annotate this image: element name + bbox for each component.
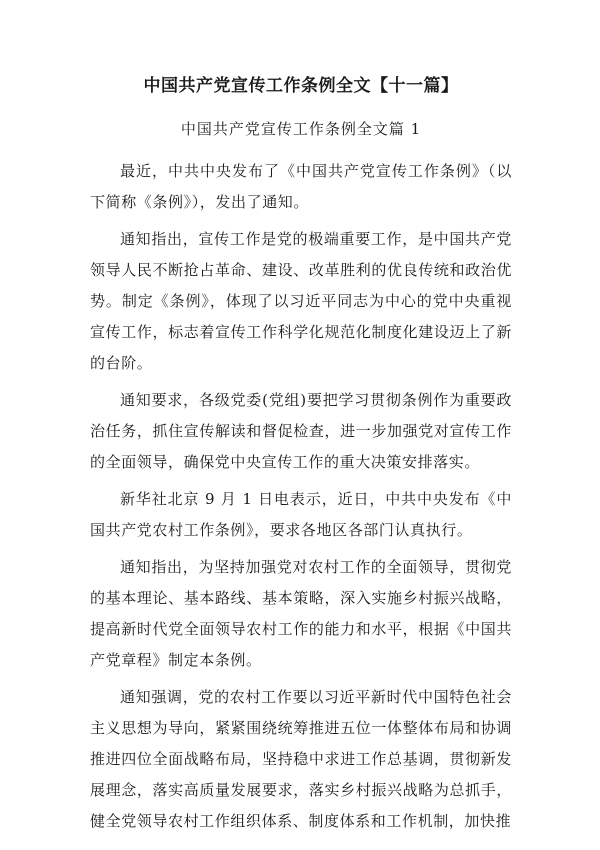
paragraph: 通知指出，宣传工作是党的极端重要工作，是中国共产党领导人民不断抢占革命、建设、改革胜利的优良传统和政治优势。制定《条例》，体现了以习近平同志为中心的党中央重视宣传工作，标志着宣传工作科学化规范化制度化建设迈上了新的台阶。 [90,230,512,372]
paragraph: 最近，中共中央发布了《中国共产党宣传工作条例》（以下简称《条例》），发出了通知。 [90,162,512,211]
document-title: 中国共产党宣传工作条例全文【十一篇】 [143,76,459,96]
paragraph: 新华社北京 9 月 1 日电表示，近日，中共中央发布《中国共产党农村工作条例》，要求各地区各部门认真执行。 [90,490,512,539]
document-body [90,156,512,837]
paragraph: 通知强调，党的农村工作要以习近平新时代中国特色社会主义思想为导向，紧紧围绕统筹推进五位一体整体布局和协调推进四位全面战略布局，坚持稳中求进工作总基调，贯彻新发展理念，落实高质量发展要求，落实乡村振兴战略为总抓手，健全党领导农村工作组织体系、制度体系和工作机制，加快推 [90,688,512,830]
paragraph: 通知要求，各级党委(党组)要把学习贯彻条例作为重要政治任务，抓住宣传解读和督促检查，进一步加强党对宣传工作的全面领导，确保党中央宣传工作的重大决策安排落实。 [90,391,512,471]
document-subtitle: 中国共产党宣传工作条例全文篇 1 [180,120,422,138]
paragraph: 通知指出，为坚持加强党对农村工作的全面领导，贯彻党的基本理论、基本路线、基本策略，深入实施乡村振兴战略，提高新时代党全面领导农村工作的能力和水平，根据《中国共产党章程》制定本条例。 [90,558,512,669]
